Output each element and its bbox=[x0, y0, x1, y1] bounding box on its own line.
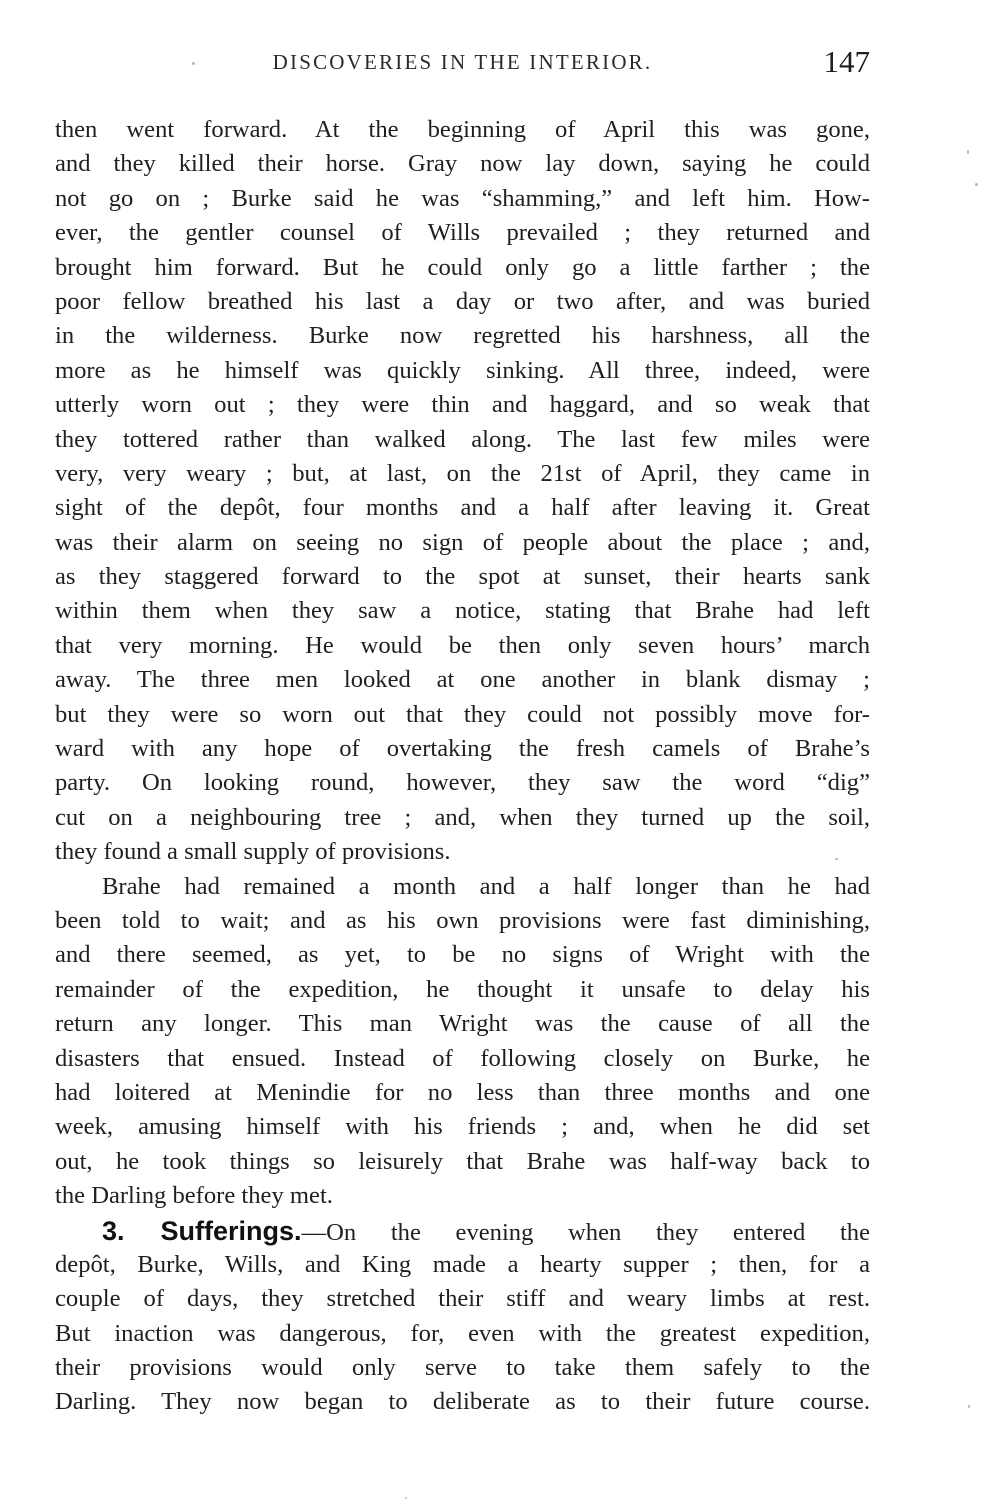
section-first-line bbox=[55, 1214, 870, 1248]
text-line: the Darling before they met. bbox=[55, 1182, 333, 1210]
section-heading: 3. Sufferings. bbox=[102, 1215, 302, 1246]
paper-speck bbox=[967, 150, 969, 154]
text-line: depôt, Burke, Wills, and King made a hearty supper ; then, for a bbox=[55, 1250, 870, 1278]
text-line: was their alarm on seeing no sign of people about the place ; and, bbox=[55, 528, 870, 556]
text-line: and they killed their horse. Gray now lay down, saying he could bbox=[55, 150, 870, 178]
text-line: remainder of the expedition, he thought it unsafe to delay his bbox=[55, 975, 870, 1003]
text-line: as they staggered forward to the spot at sunset, their hearts sank bbox=[55, 563, 870, 591]
body-text bbox=[55, 113, 870, 1420]
text-line: then went forward. At the beginning of April this was gone, bbox=[55, 116, 870, 143]
paper-speck bbox=[968, 1405, 970, 1408]
text-line: in the wilderness. Burke now regretted his harshness, all the bbox=[55, 322, 870, 350]
text-line: within them when they saw a notice, stating that Brahe had left bbox=[55, 597, 870, 625]
text-line: Darling. They now began to deliberate as to their future course. bbox=[55, 1388, 870, 1416]
text-line: had loitered at Menindie for no less than three months and one bbox=[55, 1078, 870, 1106]
running-title: DISCOVERIES IN THE INTERIOR. bbox=[272, 50, 653, 74]
text-line: sight of the depôt, four months and a half after leaving it. Great bbox=[55, 494, 870, 522]
paper-speck bbox=[405, 1497, 407, 1499]
paper-speck bbox=[192, 62, 195, 65]
text-line: utterly worn out ; they were thin and haggard, and so weak that bbox=[55, 391, 870, 419]
text-line: but they were so worn out that they could not possibly move for- bbox=[55, 700, 870, 728]
text-line: out, he took things so leisurely that Brahe was half-way back to bbox=[55, 1147, 870, 1175]
text-line: not go on ; Burke said he was “shamming,” and left him. How- bbox=[55, 184, 870, 212]
text-line: return any longer. This man Wright was the cause of all the bbox=[55, 1010, 870, 1038]
text-line: ever, the gentler counsel of Wills prevailed ; they returned and bbox=[55, 219, 870, 247]
running-header bbox=[55, 38, 870, 78]
text-line: and there seemed, as yet, to be no signs of Wright with the bbox=[55, 941, 870, 969]
paragraph-2 bbox=[55, 870, 870, 1214]
text-line: brought him forward. But he could only go a little farther ; the bbox=[55, 253, 870, 281]
paper-speck bbox=[835, 858, 838, 860]
page-number: 147 bbox=[823, 44, 870, 79]
text-line: week, amusing himself with his friends ; and, when he did set bbox=[55, 1113, 870, 1141]
text-line: they found a small supply of provisions. bbox=[55, 838, 451, 866]
text-line: cut on a neighbouring tree ; and, when they turned up the soil, bbox=[55, 803, 870, 831]
text-line: Brahe had remained a month and a half longer than he had bbox=[102, 872, 870, 900]
text-line: But inaction was dangerous, for, even with the greatest expedition, bbox=[55, 1319, 870, 1347]
text-line: very, very weary ; but, at last, on the 21st of April, they came in bbox=[55, 459, 870, 487]
text-line: more as he himself was quickly sinking. All three, indeed, were bbox=[55, 356, 870, 384]
text-line: that very morning. He would be then only seven hours’ march bbox=[55, 631, 870, 659]
section-sufferings bbox=[55, 1214, 870, 1420]
text-line: ward with any hope of overtaking the fresh camels of Brahe’s bbox=[55, 735, 870, 763]
text-line: disasters that ensued. Instead of following closely on Burke, he bbox=[55, 1044, 870, 1072]
text-line: poor fellow breathed his last a day or two after, and was buried bbox=[55, 287, 870, 315]
paper-speck bbox=[975, 183, 978, 186]
text-line: party. On looking round, however, they saw the word “dig” bbox=[55, 769, 870, 797]
text-line: been told to wait; and as his own provisions were fast diminishing, bbox=[55, 906, 870, 934]
text-line: they tottered rather than walked along. The last few miles were bbox=[55, 425, 870, 453]
text-line: away. The three men looked at one another in blank dismay ; bbox=[55, 666, 870, 694]
text-line: couple of days, they stretched their stiff and weary limbs at rest. bbox=[55, 1285, 870, 1313]
section-first-line-text: —On the evening when they entered the bbox=[301, 1218, 870, 1246]
paragraph-1 bbox=[55, 113, 870, 870]
text-line: their provisions would only serve to take them safely to the bbox=[55, 1354, 870, 1382]
